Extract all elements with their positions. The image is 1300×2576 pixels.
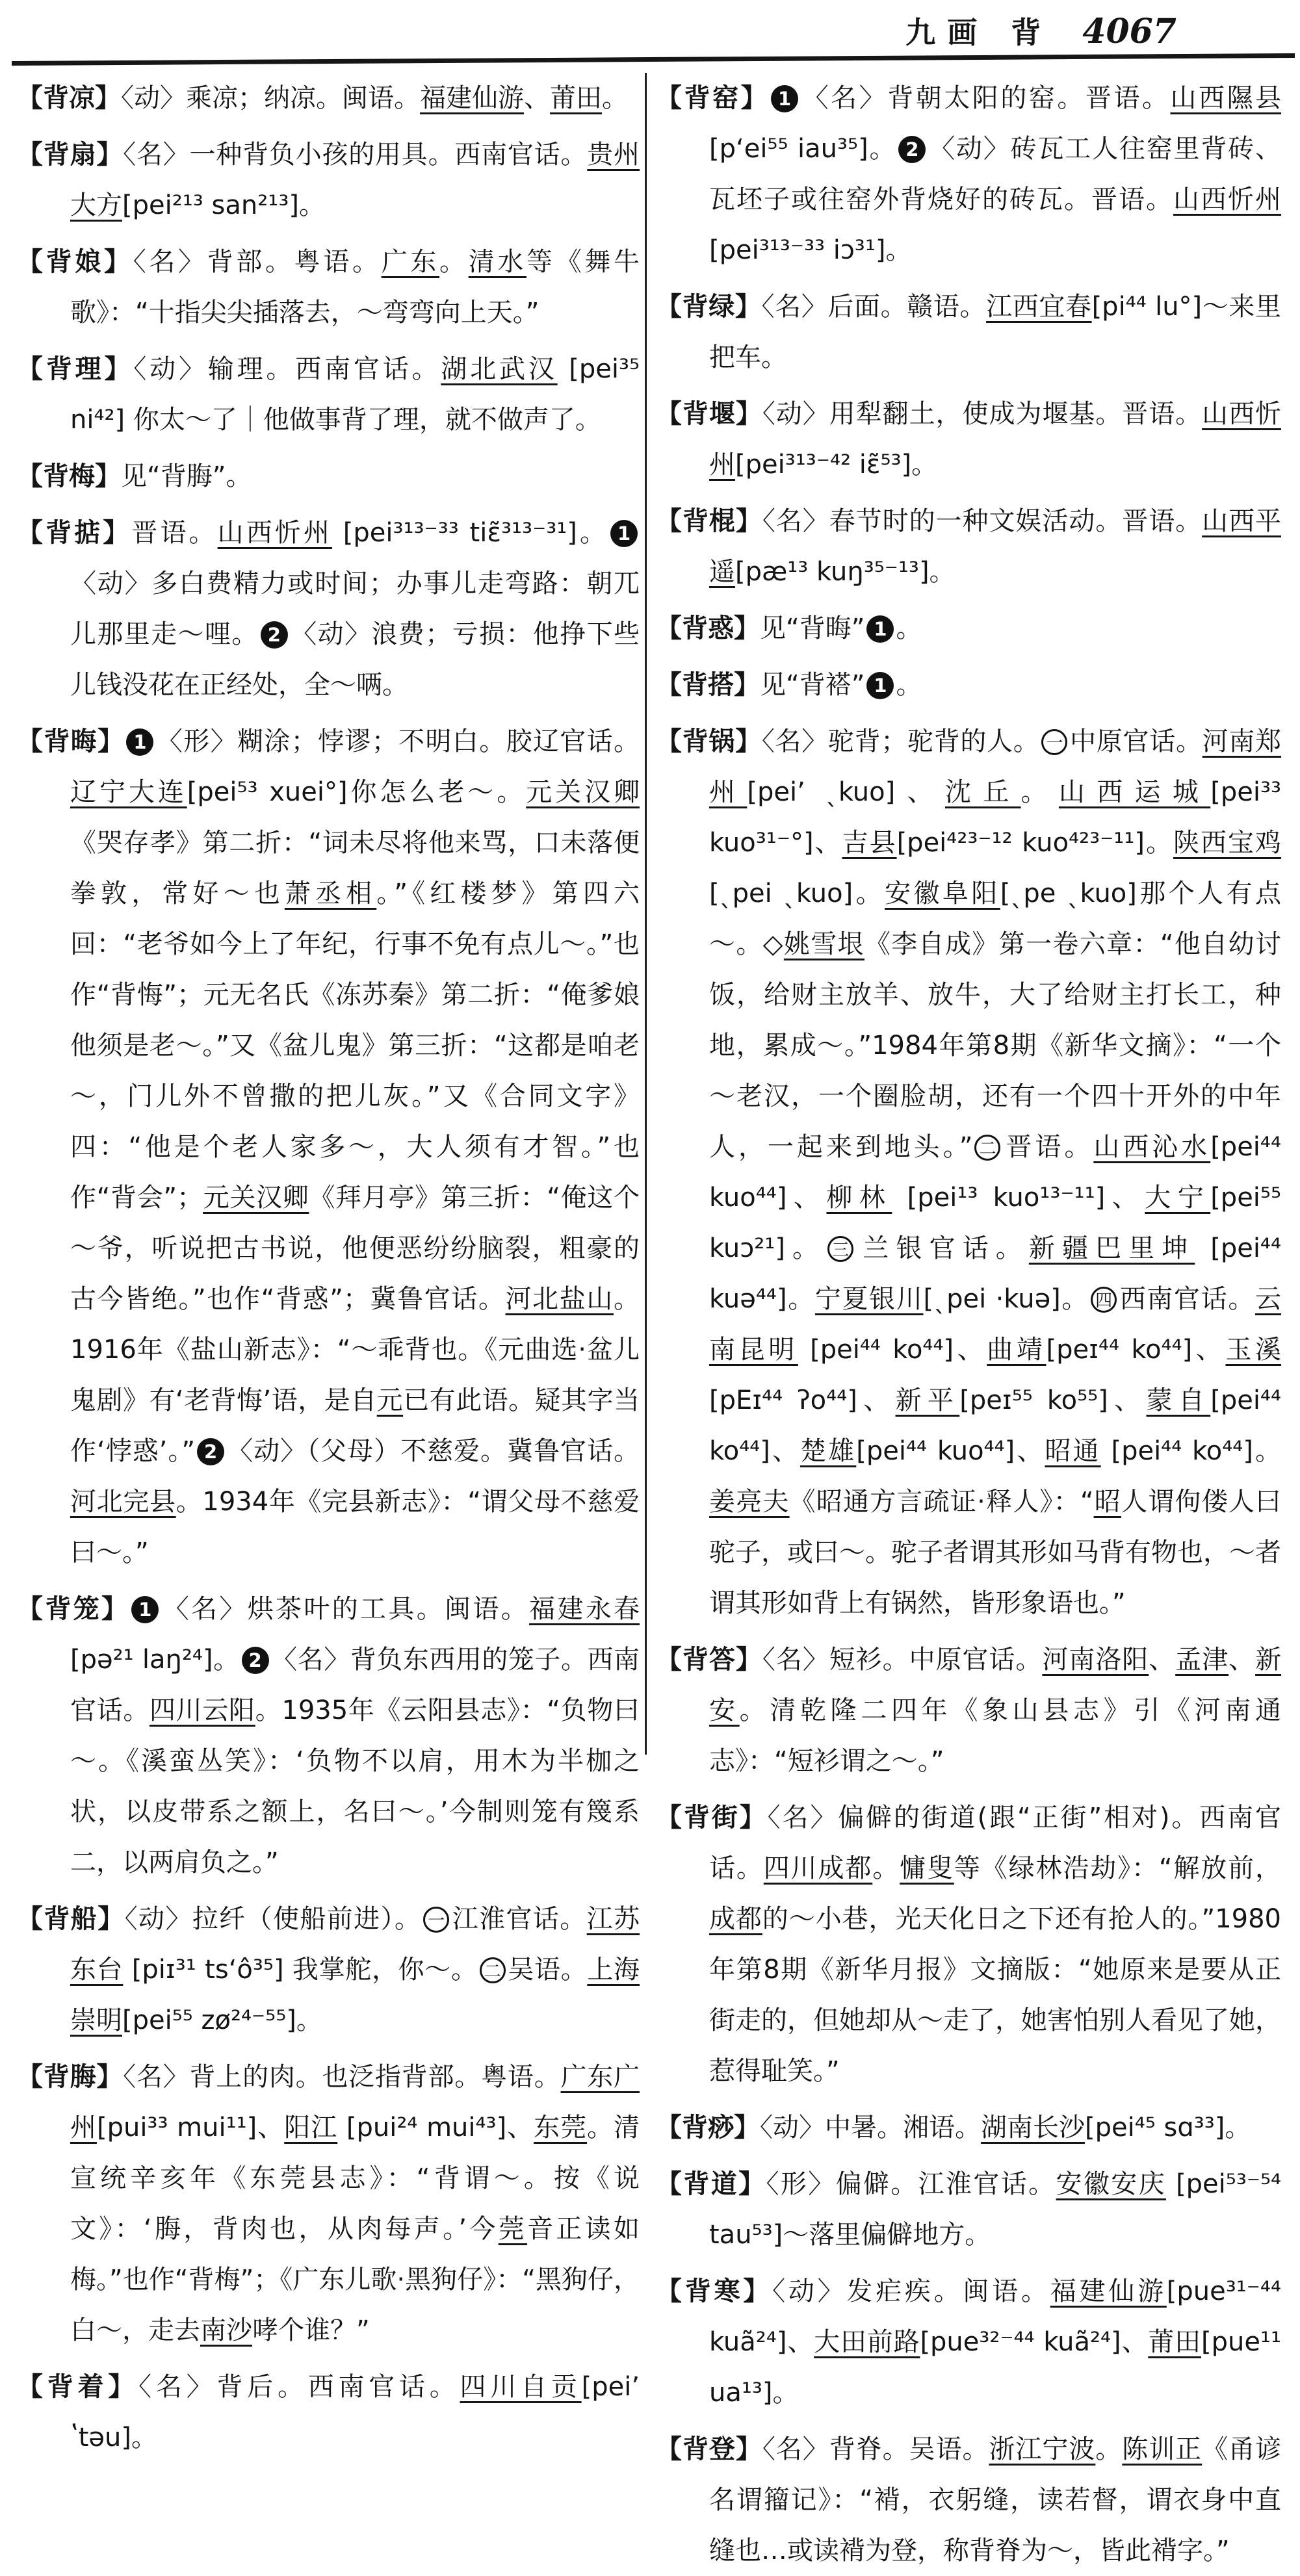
dictionary-entry <box>656 716 1281 1629</box>
entry-headword: 【 背掂 】 <box>17 518 131 548</box>
entry-body: 〈名〉背部。粤语。广东。清水等《舞牛歌》：“十指尖尖插落去，～弯弯向上天。” <box>70 247 640 328</box>
dictionary-entry <box>17 2052 640 2356</box>
dictionary-entry <box>656 1792 1281 2096</box>
two-column-body <box>17 73 1294 2566</box>
entry-body: 见“背褡” 1 。 <box>760 670 922 700</box>
dictionary-entry <box>17 508 640 710</box>
entry-body: 1 〈名〉烘茶叶的工具。闽语。福建永春 [pə²¹ laŋ²⁴]。 2 〈名〉背负东西用的笼子。西南官话。四川云阳。1935年《云阳县志》：“负物曰～。《溪蛮丛笑》：‘负物不以肩，用木为半枷之状，以皮带系之额上，名曰～。’今制则笼有篾系二，以两肩负之。” <box>70 1594 640 1877</box>
dictionary-entry <box>17 716 640 1578</box>
header-rule <box>12 53 1295 66</box>
dictionary-entry <box>656 496 1281 597</box>
entry-body: 晋语。山西忻州 [pei³¹³⁻³³ tiɛ̃³¹³⁻³¹]。 1〈动〉多白费精力或时间；办事儿走弯路：朝兀儿那里走～哩。 2 〈动〉浪费；亏损：他挣下些儿钱没花在正经处，全～唡。 <box>70 518 640 700</box>
entry-body: 1 〈形〉糊涂；悖谬；不明白。胶辽官话。辽宁大连[pei⁵³ xuei°]你怎么老～。元关汉卿《哭存孝》第二折：“词未尽将他来骂，口未落便拳敦，常好～也萧丞相。”《红楼梦》第四六回：“老爷如今上了年纪，行事不免有点儿～。”也作“背悔”；元无名氏《冻苏秦》第二折：“俺爹娘他须是老～。”又《盆儿鬼》第三折：“这都是咱老～，门儿外不曾撒的把儿灰。”又《合同文字》四：“他是个老人家多～，大人须有才智。”也作“背会”；元关汉卿《拜月亭》第三折：“俺这个～爷，听说把古书说，他便恶纷纷脑裂，粗豪的古今皆绝。”也作“背惑”；冀鲁官话。河北盐山。1916年《盐山新志》：“～乖背也。《元曲选·盆儿鬼剧》有‘老背悔’语，是自元已有此语。疑其字当作‘悖惑’。” 2 〈动〉（父母）不慈爱。冀鲁官话。河北完县。1934年《完县新志》：“谓父母不慈爱曰～。” <box>70 727 640 1567</box>
dictionary-entry <box>656 2159 1281 2260</box>
entry-body: 见“背晦” 1 。 <box>760 613 922 643</box>
entry-body: 〈名〉短衫。中原官话。河南洛阳、孟津、新安。清乾隆二四年《象山县志》引《河南通志》：“短衫谓之～。” <box>709 1645 1282 1776</box>
entry-headword: 【 背脢 】 <box>17 2062 123 2092</box>
entry-body: 〈形〉偏僻。江淮官话。安徽安庆 [pei⁵³⁻⁵⁴ tau⁵³]～落里偏僻地方。 <box>709 2169 1282 2250</box>
entry-headword: 【 背梅 】 <box>17 461 121 491</box>
dictionary-entry <box>656 603 1281 654</box>
entry-headword: 【 背道 】 <box>656 2169 766 2199</box>
entry-body: 〈动〉拉纤（使船前进）。 一 江淮官话。江苏东台 [piɪ³¹ ts‘ô³⁵] 我掌舵，你～。 二 吴语。上海崇明[pei⁵⁵ zø²⁴⁻⁵⁵]。 <box>70 1904 640 2035</box>
dictionary-entry <box>656 660 1281 710</box>
right-column <box>656 73 1282 2566</box>
dictionary-entry <box>17 451 640 502</box>
dictionary-entry <box>17 1584 640 1888</box>
dictionary-entry <box>17 73 640 123</box>
entry-headword: 【 背窑 】 <box>656 83 769 113</box>
entry-body: 〈动〉输理。西南官话。湖北武汉 [pei³⁵ ni⁴²] 你太～了｜他做事背了理，就不做声了。 <box>70 354 640 435</box>
dictionary-entry <box>656 281 1281 383</box>
dictionary-entry <box>656 389 1281 490</box>
dictionary-entry <box>17 344 640 445</box>
head-character: 背 <box>1011 15 1053 50</box>
entry-body: 〈名〉背后。西南官话。四川自贡[peiʼ ʽtəu]。 <box>70 2372 640 2453</box>
entry-headword: 【 背寒 】 <box>656 2276 772 2306</box>
entry-headword: 【 背晦 】 <box>17 727 124 756</box>
entry-body: 〈名〉春节时的一种文娱活动。晋语。山西平遥[pæ¹³ kuŋ³⁵⁻¹³]。 <box>709 506 1282 587</box>
entry-body: 〈名〉驼背；驼背的人。 一 中原官话。河南郑州[peiʼ ˎkuo]、沈丘。山西运城[pei³³ kuo³¹⁻°]、吉县[pei⁴²³⁻¹² kuo⁴²³⁻¹¹]。陕西宝鸡[ˎpei ˎkuo]。安徽阜阳[ˎpe ˎkuo]那个人有点～。◇姚雪垠《李自成》第一卷六章：“他自幼讨饭，给财主放羊、放牛，大了给财主打长工，种地，累成～。”1984年第8期《新华文摘》：“一个～老汉，一个圈脸胡，还有一个四十开外的中年人，一起来到地头。” 二 晋语。山西沁水[pei⁴⁴ kuo⁴⁴]、柳林 [pei¹³ kuo¹³⁻¹¹]、大宁[pei⁵⁵ kuɔ²¹]。 三 兰银官话。新疆巴里坤 [pei⁴⁴ kuə⁴⁴]。宁夏银川[ˎpei ·kuə]。 四 西南官话。云南昆明 [pei⁴⁴ ko⁴⁴]、曲靖[peɪ⁴⁴ ko⁴⁴]、玉溪[pEɪ⁴⁴ ʔo⁴⁴]、新平[peɪ⁵⁵ ko⁵⁵]、蒙自[pei⁴⁴ ko⁴⁴]、楚雄[pei⁴⁴ kuo⁴⁴]、昭通 [pei⁴⁴ ko⁴⁴]。姜亮夫《昭通方言疏证·释人》：“昭人谓佝偻人曰驼子，或曰～。驼子者谓其形如马背有物也，～者谓其形如背上有锅然，皆形象语也。” <box>709 727 1282 1618</box>
dictionary-entry <box>17 1894 640 2046</box>
entry-headword: 【 背扇 】 <box>17 140 123 170</box>
dictionary-entry <box>17 2362 640 2463</box>
left-column <box>17 73 640 2453</box>
entry-headword: 【 背凉 】 <box>17 83 121 113</box>
entry-headword: 【 背船 】 <box>17 1904 125 1934</box>
entry-headword: 【 背搭 】 <box>656 670 760 700</box>
dictionary-entry <box>656 2102 1281 2153</box>
entry-body: 〈动〉乘凉；纳凉。闽语。福建仙游、莆田。 <box>121 83 628 113</box>
column-divider <box>645 73 647 1755</box>
entry-body: 〈名〉背上的肉。也泛指背部。粤语。广东广州[pui³³ mui¹¹]、阳江 [pui²⁴ mui⁴³]、东莞。清宣统辛亥年《东莞县志》：“背谓～。按《说文》：‘脢，背肉也，从肉每声。’今莞音正读如梅。”也作“背梅”；《广东儿歌·黑狗仔》：“黑狗仔，白～，走去南沙哮个谁？” <box>70 2062 640 2345</box>
entry-body: 见“背脢”。 <box>121 461 252 491</box>
entry-body: 〈名〉背脊。吴语。浙江宁波。陈训正《甬谚名谓籀记》：“褙，衣躬缝，读若督，谓衣身中直缝也…或读褙为登，称背脊为～，皆此褙字。” <box>709 2434 1282 2566</box>
entry-headword: 【 背堰 】 <box>656 399 762 429</box>
entry-headword: 【 背笼 】 <box>17 1594 129 1624</box>
dictionary-entry <box>17 129 640 231</box>
entry-body: 〈名〉后面。赣语。江西宜春[pi⁴⁴ lu°]～来里把车。 <box>709 292 1282 372</box>
dictionary-entry <box>656 2424 1281 2576</box>
entry-headword: 【 背着 】 <box>17 2372 138 2402</box>
entry-headword: 【 背理 】 <box>17 354 133 384</box>
entry-body: 〈动〉用犁翻土，使成为堰基。晋语。山西忻州[pei³¹³⁻⁴² iɛ̃⁵³]。 <box>709 399 1282 480</box>
entry-headword: 【 背娘 】 <box>17 247 133 277</box>
dictionary-entry <box>17 237 640 338</box>
dictionary-entry <box>656 73 1281 276</box>
section-title <box>905 9 1052 52</box>
entry-body: 〈动〉中暑。湘语。湖南长沙[pei⁴⁵ sɑ³³]。 <box>760 2113 1251 2143</box>
stroke-section: 九画 <box>905 15 989 50</box>
entry-headword: 【 背痧 】 <box>656 2113 760 2143</box>
entry-headword: 【 背登 】 <box>656 2434 762 2464</box>
entry-headword: 【 背锅 】 <box>656 727 762 756</box>
dictionary-entry <box>656 2266 1281 2418</box>
entry-headword: 【 背惑 】 <box>656 613 760 643</box>
page-number: 4067 <box>1082 12 1176 51</box>
entry-body: 1 〈名〉背朝太阳的窑。晋语。山西隰县 [p‘ei⁵⁵ iau³⁵]。 2 〈动〉砖瓦工人往窑里背砖、瓦坯子或往窑外背烧好的砖瓦。晋语。山西忻州[pei³¹³⁻³³ iɔ³¹]。 <box>709 83 1282 265</box>
dictionary-entry <box>656 1634 1281 1786</box>
page-header <box>905 9 1176 52</box>
entry-headword: 【 背答 】 <box>656 1645 762 1675</box>
entry-body: 〈名〉偏僻的街道(跟“正街”相对)。西南官话。四川成都。慵叟等《绿林浩劫》：“解放前，成都的～小巷，光天化日之下还有抢人的。”1980年第8期《新华月报》文摘版：“她原来是要从正街走的，但她却从～走了，她害怕别人看见了她，惹得耻笑。” <box>709 1803 1282 2086</box>
entry-headword: 【 背绿 】 <box>656 292 762 322</box>
entry-body: 〈名〉一种背负小孩的用具。西南官话。贵州大方[pei²¹³ san²¹³]。 <box>70 140 640 220</box>
entry-headword: 【 背棍 】 <box>656 506 762 536</box>
entry-body: 〈动〉发疟疾。闽语。福建仙游[pue³¹⁻⁴⁴ kuã²⁴]、大田前路[pue³²⁻⁴⁴ kuã²⁴]、莆田[pue¹¹ ua¹³]。 <box>709 2276 1281 2408</box>
entry-headword: 【 背街 】 <box>656 1803 768 1833</box>
